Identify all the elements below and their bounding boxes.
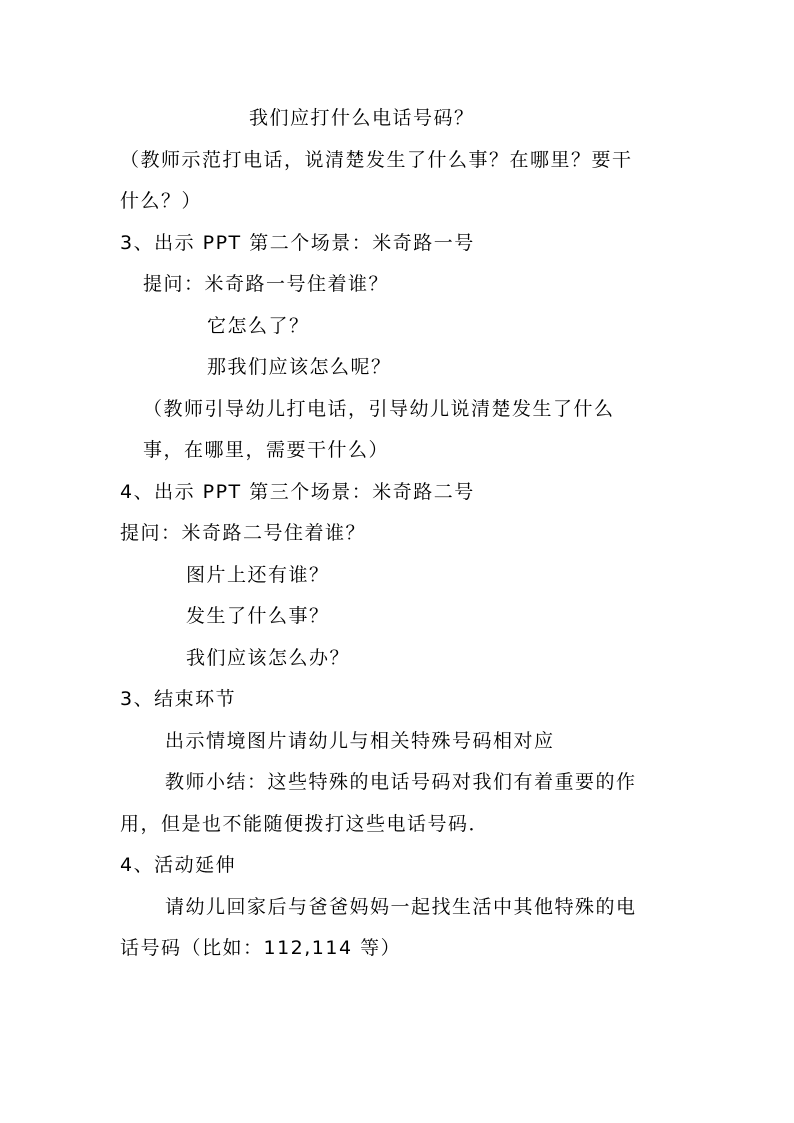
question-line: 提问：米奇路一号住着谁？ (143, 273, 390, 295)
question-line: 它怎么了？ (207, 315, 310, 337)
section-heading: 4、出示 PPT 第三个场景：米奇路二号 (120, 481, 475, 503)
paragraph-line: 出示情境图片请幼儿与相关特殊号码相对应 (165, 730, 555, 752)
paragraph-line: （教师示范打电话，说清楚发生了什么事？在哪里？要干 (120, 149, 633, 171)
question-line: 提问：米奇路二号住着谁？ (120, 522, 367, 544)
paragraph-line: 什么？） (120, 190, 203, 212)
paragraph-line: （教师引导幼儿打电话，引导幼儿说清楚发生了什么 (143, 398, 615, 420)
paragraph-line: 请幼儿回家后与爸爸妈妈一起找生活中其他特殊的电 (165, 896, 637, 918)
section-heading: 3、出示 PPT 第二个场景：米奇路一号 (120, 232, 475, 254)
paragraph-line: 用，但是也不能随便拨打这些电话号码． (120, 813, 490, 835)
paragraph-line: 教师小结：这些特殊的电话号码对我们有着重要的作 (165, 771, 637, 793)
section-heading: 3、结束环节 (120, 688, 237, 710)
paragraph-line: 话号码（比如：112,114 等） (120, 937, 402, 959)
section-heading: 4、活动延伸 (120, 854, 237, 876)
question-line: 那我们应该怎么呢？ (207, 356, 392, 378)
question-heading: 我们应打什么电话号码？ (249, 107, 475, 129)
question-line: 图片上还有谁？ (186, 564, 330, 586)
paragraph-line: 事，在哪里，需要干什么） (143, 439, 390, 461)
question-line: 我们应该怎么办？ (186, 647, 351, 669)
question-line: 发生了什么事？ (186, 605, 330, 627)
